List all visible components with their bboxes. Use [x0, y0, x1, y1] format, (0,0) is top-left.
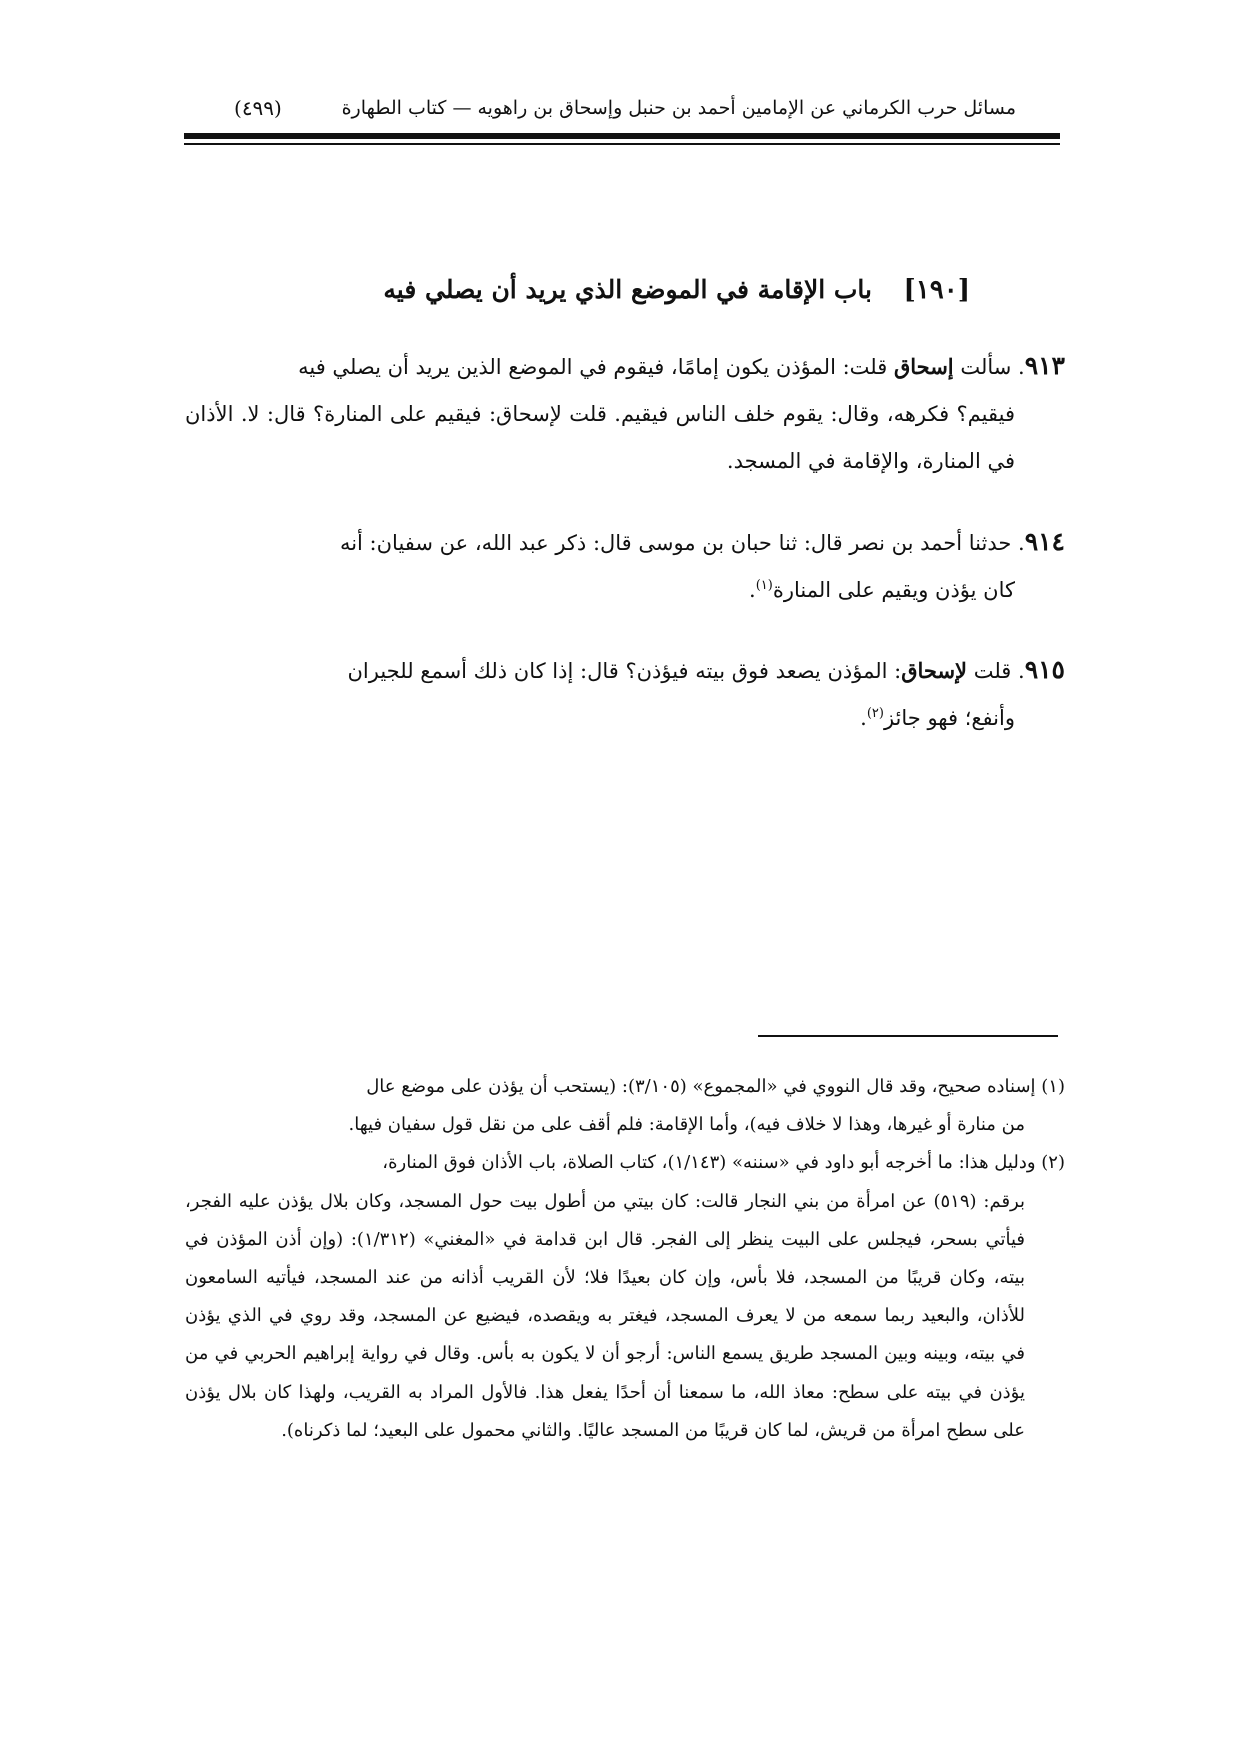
footnote-2	[185, 1144, 1065, 1450]
issue-915	[185, 646, 1065, 742]
issue-913-text: قلت: المؤذن يكون إمامًا، فيقوم في الموضع الذين يريد أن يصلي فيه	[298, 355, 888, 379]
issue-914-continuation	[185, 567, 1065, 614]
issue-913-lead: سألت	[960, 355, 1012, 379]
footnote-2-first-line: (٢) ودليل هذا: ما أخرجه أبو داود في «سننه» (١/١٤٣)، كتاب الصلاة، باب الأذان فوق المنارة،	[382, 1152, 1065, 1174]
footnotes	[185, 1068, 1065, 1450]
issue-915-name: لإسحاق	[901, 658, 968, 683]
chapter-title: باب الإقامة في الموضع الذي يريد أن يصلي فيه	[383, 275, 872, 304]
running-header-title: مسائل حرب الكرماني عن الإمامين أحمد بن حنبل وإسحاق بن راهويه — كتاب الطهارة	[341, 97, 1016, 119]
issue-number: ٩١٤	[1024, 527, 1065, 556]
issue-914-ending: .	[749, 578, 756, 602]
footnote-separator	[758, 1035, 1058, 1037]
issue-number: ٩١٣	[1024, 351, 1065, 380]
header-rule-thick	[184, 133, 1060, 139]
header-rule-thin	[184, 143, 1060, 145]
issue-914	[185, 518, 1065, 614]
issue-913	[185, 342, 1065, 485]
issue-915-continuation-text: وأنفع؛ فهو جائز	[883, 706, 1015, 730]
issue-number: ٩١٥	[1024, 655, 1065, 684]
issue-915-lead: قلت	[973, 659, 1012, 683]
page-number: (٤٩٩)	[234, 96, 282, 120]
issue-914-first-line: ٩١٤. حدثنا أحمد بن نصر قال: ثنا حبان بن موسى قال: ذكر عبد الله، عن سفيان: أنه	[339, 527, 1065, 556]
chapter-heading	[240, 270, 970, 310]
chapter-number: [١٩٠]	[903, 275, 970, 305]
footnote-1-first-line: (١) إسناده صحيح، وقد قال النووي في «المجموع» (٣/١٠٥): (يستحب أن يؤذن على موضع عال	[366, 1076, 1065, 1097]
footnote-1	[185, 1068, 1065, 1144]
footnote-2-rest: برقم: (٥١٩) عن امرأة من بني النجار قالت: كان بيتي من أطول بيت حول المسجد، وكان بلال يؤذن عليه الفجر، فيأتي بسحر، فيجلس على البيت ينظر إلى الفجر. قال ابن قدامة في «المغني» (١/٣١٢): (وإن أذن المؤذن في بيته، وكان قريبًا من المسجد، فلا بأس، وإن كان بعيدًا فلا؛ لأن القريب أذانه من عند المسجد، فيأتيه السامعون للأذان، والبعيد ربما سمعه من لا يعرف المسجد، فيغتر به ويقصده، فيضيع عن المسجد، وقد روي في الذي يؤذن في بيته، وبينه وبين المسجد طريق يسمع الناس: أرجو أن لا يكون به بأس. وقال في رواية إبراهيم الحربي في من يؤذن في بيته على سطح: معاذ الله، ما سمعنا أن أحدًا يفعل هذا. فالأول المراد به القريب، ولهذا كان بلال يؤذن على سطح امرأة من قريش، لما كان قريبًا من المسجد عاليًا. والثاني محمول على البعيد؛ لما ذكرناه).	[185, 1190, 1025, 1441]
issue-915-first-line: ٩١٥. قلت لإسحاق: المؤذن يصعد فوق بيته فيؤذن؟ قال: إذا كان ذلك أسمع للجيران	[347, 655, 1065, 684]
footnote-ref-1[interactable]: (١)	[755, 578, 773, 593]
issue-915-ending: .	[860, 706, 867, 730]
issue-913-continuation: فيقيم؟ فكرهه، وقال: يقوم خلف الناس فيقيم. قلت لإسحاق: فيقيم على المنارة؟ قال: لا. الأذان في المنارة، والإقامة في المسجد.	[185, 402, 1015, 473]
issue-915-text: : المؤذن يصعد فوق بيته فيؤذن؟ قال: إذا كان ذلك أسمع للجيران	[347, 659, 902, 683]
issue-913-name: إسحاق	[893, 354, 954, 379]
footnote-ref-2[interactable]: (٢)	[866, 706, 884, 721]
issue-914-continuation-text: كان يؤذن ويقيم على المنارة	[772, 578, 1015, 602]
running-header	[234, 92, 1016, 124]
issue-913-first-line: ٩١٣. سألت إسحاق قلت: المؤذن يكون إمامًا، فيقوم في الموضع الذين يريد أن يصلي فيه	[298, 351, 1065, 380]
issue-915-continuation	[185, 695, 1065, 742]
footnote-1-rest: من منارة أو غيرها، وهذا لا خلاف فيه)، وأما الإقامة: فلم أقف على من نقل قول سفيان فيها.	[348, 1114, 1025, 1136]
issue-914-text: حدثنا أحمد بن نصر قال: ثنا حبان بن موسى قال: ذكر عبد الله، عن سفيان: أنه	[339, 531, 1012, 555]
